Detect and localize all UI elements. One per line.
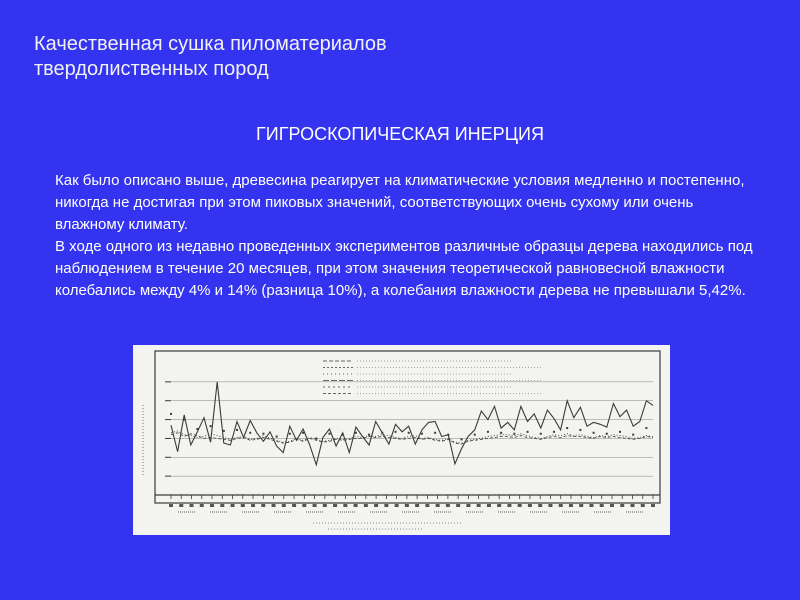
x-tick-label-mark <box>497 504 501 507</box>
x-tick-label-mark <box>620 504 624 507</box>
x-tick-label-mark <box>518 504 522 507</box>
x-tick-label-mark <box>641 504 645 507</box>
series-3-point <box>223 430 225 432</box>
x-tick-label-mark <box>415 504 419 507</box>
series-3-point <box>593 432 595 434</box>
series-3-point <box>645 427 647 429</box>
x-tick-label-mark <box>302 504 306 507</box>
series-3-point <box>579 429 581 431</box>
series-3-point <box>210 425 212 427</box>
x-tick-label-mark <box>548 504 552 507</box>
series-3-point <box>632 434 634 436</box>
series-3-point <box>328 433 330 435</box>
series-3-point <box>394 431 396 433</box>
moisture-line-chart <box>133 345 670 535</box>
series-3-point <box>368 434 370 436</box>
x-tick-label-mark <box>477 504 481 507</box>
moisture-chart-figure <box>133 345 670 535</box>
x-tick-label-mark <box>395 504 399 507</box>
x-tick-label-mark <box>425 504 429 507</box>
x-tick-label-mark <box>251 504 255 507</box>
series-3-point <box>196 428 198 430</box>
x-tick-label-mark <box>323 504 327 507</box>
x-tick-label-mark <box>405 504 409 507</box>
x-tick-label-mark <box>364 504 368 507</box>
body-paragraph-1: Как было описано выше, древесина реагирует на климатические условия медленно и постепенно, никогда не достигая при этом пиковых значений, соответствующих очень сухому или очень влажному климату. <box>55 172 745 233</box>
body-text <box>55 170 760 302</box>
x-tick-label-mark <box>528 504 532 507</box>
series-0-line <box>171 382 653 465</box>
x-tick-label-mark <box>231 504 235 507</box>
x-tick-label-mark <box>610 504 614 507</box>
series-3-point <box>408 432 410 434</box>
x-tick-label-mark <box>446 504 450 507</box>
x-tick-label-mark <box>579 504 583 507</box>
series-3-point <box>553 431 555 433</box>
series-3-point <box>527 431 529 433</box>
x-tick-label-mark <box>282 504 286 507</box>
series-3-point <box>170 413 172 415</box>
x-tick-label-mark <box>169 504 173 507</box>
x-tick-label-mark <box>630 504 634 507</box>
series-3-point <box>487 431 489 433</box>
x-tick-label-mark <box>190 504 194 507</box>
series-3-point <box>355 432 357 434</box>
series-3-point <box>606 433 608 435</box>
series-3-point <box>262 433 264 435</box>
x-tick-label-mark <box>200 504 204 507</box>
x-tick-label-mark <box>179 504 183 507</box>
x-tick-label-mark <box>272 504 276 507</box>
series-3-point <box>474 434 476 436</box>
x-tick-label-mark <box>466 504 470 507</box>
x-tick-label-mark <box>600 504 604 507</box>
x-tick-label-mark <box>210 504 214 507</box>
x-tick-label-mark <box>538 504 542 507</box>
series-3-point <box>421 433 423 435</box>
series-3-point <box>342 434 344 436</box>
series-3-point <box>513 433 515 435</box>
slide-title <box>34 32 554 82</box>
series-3-point <box>302 432 304 434</box>
x-tick-label-mark <box>220 504 224 507</box>
series-3-point <box>447 434 449 436</box>
x-tick-label-mark <box>292 504 296 507</box>
x-tick-label-mark <box>507 504 511 507</box>
series-3-point <box>236 429 238 431</box>
series-3-point <box>315 437 317 439</box>
x-tick-label-mark <box>569 504 573 507</box>
series-3-point <box>289 433 291 435</box>
x-tick-label-mark <box>651 504 655 507</box>
series-3-point <box>461 438 463 440</box>
series-3-point <box>249 432 251 434</box>
section-heading: ГИГРОСКОПИЧЕСКАЯ ИНЕРЦИЯ <box>256 124 544 144</box>
x-tick-label-mark <box>343 504 347 507</box>
slide-title-line-2: твердолиственных пород <box>34 58 269 80</box>
x-tick-label-mark <box>313 504 317 507</box>
x-tick-label-mark <box>354 504 358 507</box>
x-tick-label-mark <box>559 504 563 507</box>
x-tick-label-mark <box>333 504 337 507</box>
series-3-point <box>566 427 568 429</box>
series-3-point <box>540 433 542 435</box>
series-3-point <box>500 432 502 434</box>
slide-title-line-1: Качественная сушка пиломатериалов <box>34 33 387 55</box>
x-tick-label-mark <box>261 504 265 507</box>
x-tick-label-mark <box>384 504 388 507</box>
series-3-point <box>183 419 185 421</box>
x-tick-label-mark <box>374 504 378 507</box>
x-tick-label-mark <box>456 504 460 507</box>
series-3-point <box>276 436 278 438</box>
series-3-point <box>381 432 383 434</box>
x-tick-label-mark <box>436 504 440 507</box>
x-tick-label-mark <box>241 504 245 507</box>
series-3-point <box>434 432 436 434</box>
series-1-line <box>171 431 653 443</box>
body-paragraph-2: В ходе одного из недавно проведенных экспериментов различные образцы дерева находились под наблюдением в течение 20 месяцев, при этом значения теоретической равновесной влажности колебались между 4% и 14% (разница 10%), а колебания влажности дерева не превышали 5,42%. <box>55 238 753 299</box>
x-tick-label-mark <box>589 504 593 507</box>
x-tick-label-mark <box>487 504 491 507</box>
series-3-point <box>619 431 621 433</box>
